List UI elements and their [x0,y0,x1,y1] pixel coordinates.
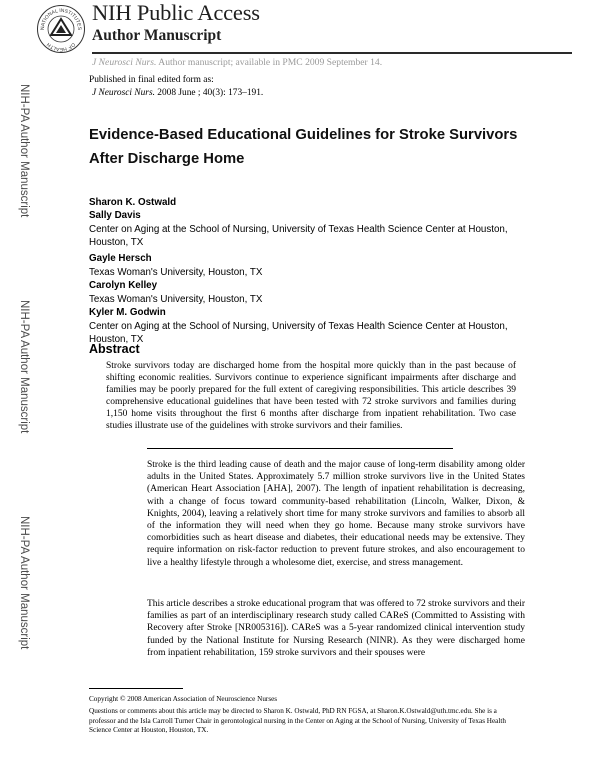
svg-text:OF HEALTH: OF HEALTH [45,41,77,53]
body-paragraph: This article describes a stroke educational program that was offered to 72 stroke survivors and their families as part of an interdisciplinary research study called CAReS (Committed to Assisting with Recovery after Stroke [NR005316]). CAReS was a 5-year randomized clinical intervention study funded by the National Institute for Nursing Research (NINR). As they were discharged home from inpatient rehabilitation, 159 stroke survivors and their spouses were [147,599,525,658]
nih-public-access-title: NIH Public Access [92,0,260,25]
author-name: Kyler M. Godwin [89,307,166,318]
citation-details: 2008 June ; 40(3): 173–191. [154,88,264,98]
header-divider [92,52,572,54]
article-title: Evidence-Based Educational Guidelines for Stroke Survivors After Discharge Home [89,127,518,167]
availability-note [92,57,382,68]
author-affiliation: Center on Aging at the School of Nursing, University of Texas Health Science Center at Houston, Houston, TX [89,224,508,248]
footnote-divider [89,688,183,689]
author-name: Carolyn Kelley [89,280,158,291]
svg-text:NATIONAL INSTITUTES: NATIONAL INSTITUTES [39,7,83,31]
author-name: Gayle Hersch [89,253,152,264]
author-name: Sharon K. Ostwald [89,197,177,208]
copyright-notice: Copyright © 2008 American Association of Neuroscience Nurses [89,695,278,703]
abstract-divider [147,448,453,449]
author-manuscript-heading: Author Manuscript [92,27,222,44]
citation [92,88,263,98]
published-line: Published in final edited form as: [89,75,214,85]
author-name: Sally Davis [89,210,141,221]
author-affiliation: Texas Woman's University, Houston, TX [89,267,263,278]
side-label-middle: NIH-PA Author Manuscript [18,300,30,434]
abstract-heading: Abstract [89,342,140,356]
author-affiliation: Center on Aging at the School of Nursing, University of Texas Health Science Center at Houston, Houston, TX [89,321,508,345]
abstract-text: Stroke survivors today are discharged home from the hospital more quickly than in the past because of shifting economic realities. Survivors continue to experience significant impairments after discharge and families may be poorly prepared for the full extent of caregiving responsibilities. This article describes 39 comprehensive educational guidelines that have been tested with 72 stroke survivors and families during 1,150 home visits throughout the first 6 months after discharge from inpatient rehabilitation. Two case studies illustrate use of the guidelines with stroke survivors and their families. [106,361,516,431]
body-paragraph: Stroke is the third leading cause of death and the major cause of long-term disability among older adults in the United States. Approximately 5.7 million stroke survivors live in the United States (American Heart Association [AHA], 2007). The length of inpatient rehabilitation is decreasing, with a change of focus toward community-based rehabilitation (Lincoln, Walker, Dixon, & Knights, 2004), leaving a relatively short time for many stroke survivors and families to absorb all of the information they will need when they go home. Because many stroke survivors have comorbidities such as heart disease and diabetes, their educational needs may be extensive. They require information on risk-factor reduction to prevent future strokes, and also encouragement to live a healthy lifestyle through a wholesome diet, exercise, and stress management. [147,460,525,568]
author-affiliation: Texas Woman's University, Houston, TX [89,294,263,305]
nih-seal-logo [36,4,86,54]
citation-journal: J Neurosci Nurs. [92,88,155,98]
side-label-bottom: NIH-PA Author Manuscript [18,516,30,650]
availability-journal: J Neurosci Nurs. [92,57,157,68]
side-label-top: NIH-PA Author Manuscript [18,84,30,218]
availability-text: Author manuscript; available in PMC 2009 September 14. [156,57,383,68]
correspondence-note: Questions or comments about this article may be directed to Sharon K. Ostwald, PhD RN FGSA, at Sharon.K.Ostwald@uth.tmc.edu. She is a professor and the Isla Carroll Turner Chair in gerontological nursing in the Center on Aging at the School of Nursing, University of Texas Health Science Center at Houston, Houston, TX. [89,707,506,734]
